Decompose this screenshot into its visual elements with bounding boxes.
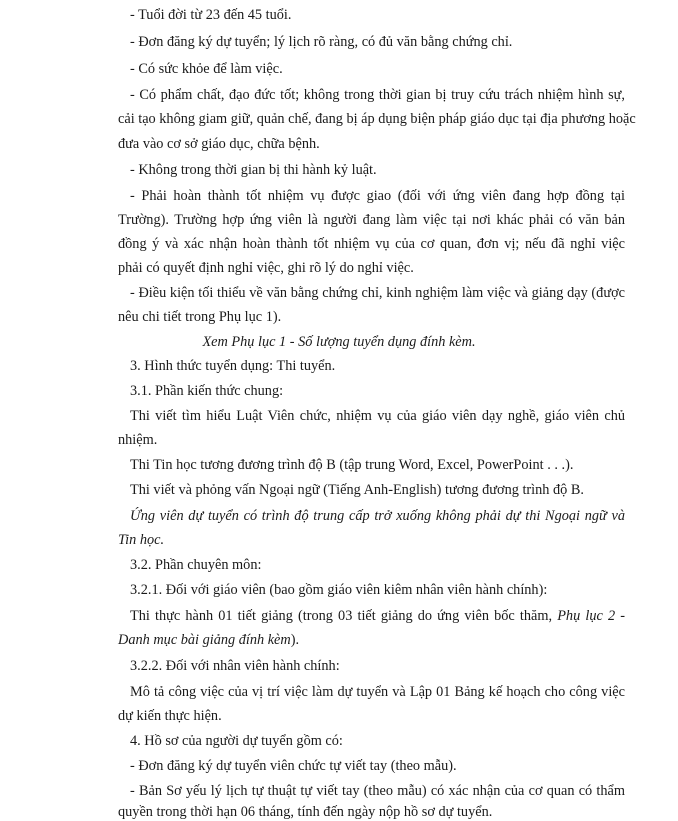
text-line: Thi viết tìm hiểu Luật Viên chức, nhiệm vụ của giáo viên dạy nghề, giáo viên chủ bbox=[130, 408, 625, 424]
text-line: Trường). Trường hợp ứng viên là người đang làm việc tại nơi khác phải có văn bản bbox=[118, 212, 625, 228]
text-line: đồng ý và xác nhận hoàn thành tốt nhiệm vụ của cơ quan, đơn vị; nếu đã nghỉ việc bbox=[118, 236, 625, 252]
text-line: - Phải hoàn thành tốt nhiệm vụ được giao (đối với ứng viên đang hợp đồng tại bbox=[130, 188, 625, 204]
text-line: nhiệm. bbox=[118, 432, 158, 448]
section-heading: 3.2.2. Đối với nhân viên hành chính: bbox=[130, 658, 340, 674]
text-run: ). bbox=[290, 632, 300, 648]
appendix-reference: Xem Phụ lục 1 - Số lượng tuyển dụng đính kèm. bbox=[202, 334, 476, 350]
text-line: Thi viết và phỏng vấn Ngoại ngữ (Tiếng Anh-English) tương đương trình độ B. bbox=[130, 482, 585, 498]
text-line bbox=[130, 607, 625, 625]
text-line: - Bản Sơ yếu lý lịch tự thuật tự viết tay (theo mẫu) có xác nhận của cơ quan có thẩm bbox=[130, 783, 625, 799]
text-line: Mô tả công việc của vị trí việc làm dự tuyển và Lập 01 Bảng kế hoạch cho công việc bbox=[130, 684, 625, 700]
section-heading: 3.2.1. Đối với giáo viên (bao gồm giáo viên kiêm nhân viên hành chính): bbox=[130, 582, 548, 598]
text-line: Thi Tin học tương đương trình độ B (tập trung Word, Excel, PowerPoint . . .). bbox=[130, 457, 574, 473]
section-heading: 3.2. Phần chuyên môn: bbox=[130, 557, 262, 573]
text-line: - Điều kiện tối thiểu về văn bằng chứng chỉ, kinh nghiệm làm việc và giảng dạy (được bbox=[130, 285, 625, 301]
text-line: - Đơn đăng ký dự tuyển; lý lịch rõ ràng, có đủ văn bằng chứng chỉ. bbox=[130, 34, 513, 50]
text-line: - Có phẩm chất, đạo đức tốt; không trong thời gian bị truy cứu trách nhiệm hình sự, bbox=[130, 87, 625, 103]
text-line: phải có quyết định nghỉ việc, ghi rõ lý do nghỉ việc. bbox=[118, 260, 414, 276]
section-heading: 3.1. Phần kiến thức chung: bbox=[130, 383, 284, 399]
text-line: - Có sức khỏe để làm việc. bbox=[130, 61, 283, 77]
section-heading: 3. Hình thức tuyển dụng: Thi tuyển. bbox=[130, 358, 336, 374]
section-heading: 4. Hồ sơ của người dự tuyển gồm có: bbox=[130, 733, 343, 749]
appendix-reference: Danh mục bài giảng đính kèm bbox=[118, 632, 291, 648]
text-line: - Không trong thời gian bị thi hành kỷ luật. bbox=[130, 162, 377, 178]
text-line: quyền trong thời hạn 06 tháng, tính đến ngày nộp hồ sơ dự tuyển. bbox=[118, 804, 493, 820]
appendix-reference: Phụ lục 2 - bbox=[557, 608, 625, 624]
text-run: Thi thực hành 01 tiết giảng (trong 03 tiết giảng do ứng viên bốc thăm, bbox=[130, 608, 558, 624]
text-line: cải tạo không giam giữ, quản chế, đang bị áp dụng biện pháp giáo dục tại địa phương hoặc bbox=[118, 111, 636, 127]
text-line: nêu chi tiết trong Phụ lục 1). bbox=[118, 309, 282, 325]
text-line: - Tuổi đời từ 23 đến 45 tuổi. bbox=[130, 7, 292, 23]
text-line: - Đơn đăng ký dự tuyển viên chức tự viết tay (theo mẫu). bbox=[130, 758, 457, 774]
text-line: Tin học. bbox=[118, 532, 165, 548]
text-line bbox=[118, 631, 299, 649]
text-line: đưa vào cơ sở giáo dục, chữa bệnh. bbox=[118, 136, 320, 152]
text-line: Ứng viên dự tuyển có trình độ trung cấp trở xuống không phải dự thi Ngoại ngữ và bbox=[130, 508, 625, 524]
text-line: dự kiến thực hiện. bbox=[118, 708, 222, 724]
